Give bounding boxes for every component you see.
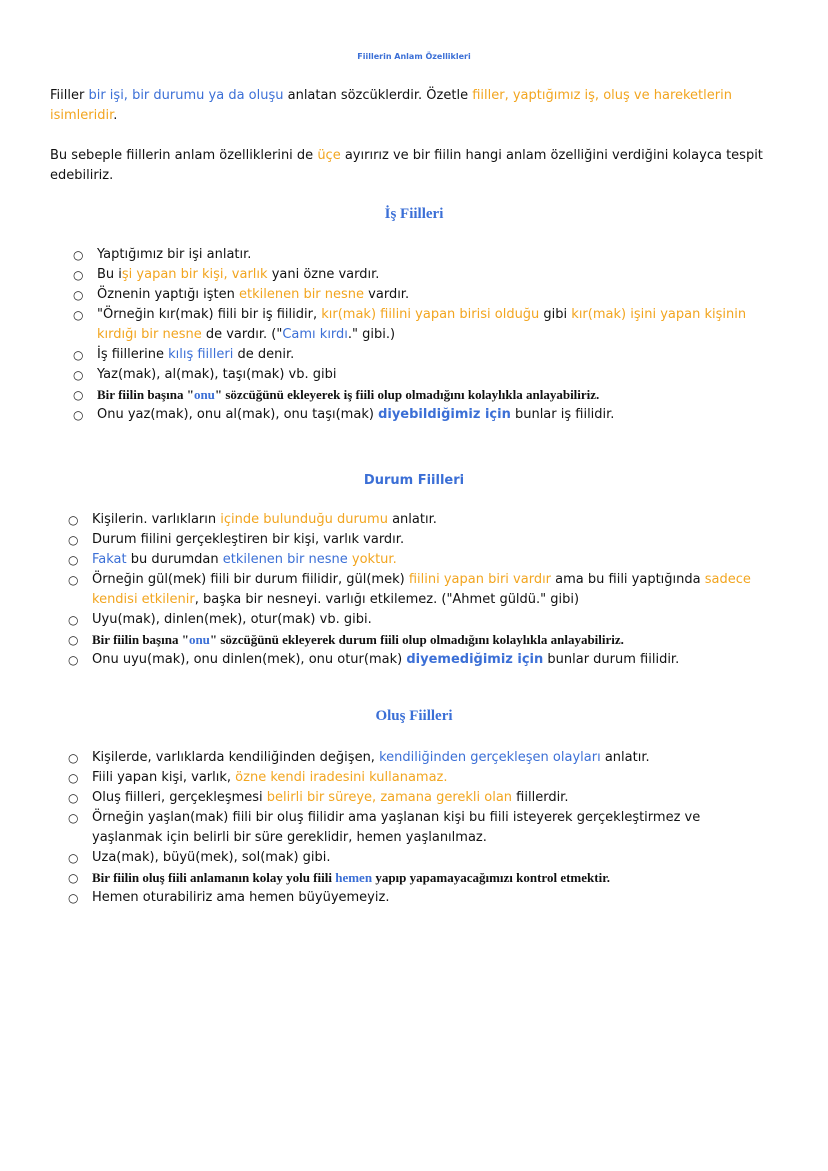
text-run: kendiliğinden gerçekleşen olayları — [379, 750, 601, 765]
bullet-icon: ○ — [73, 288, 84, 302]
bullet-icon: ○ — [68, 653, 79, 667]
list-item — [68, 808, 742, 848]
text-run: ama bu fiili yaptığında — [551, 572, 705, 587]
text-run: Örneğin yaşlan(mak) fiili bir oluş fiilidir ama yaşlanan kişi bu fiili isteyerek gerçekleştirmez ve yaşlanmak için belirli bir süre gereklidir, hemen yaşlanılmaz. — [92, 810, 701, 845]
list-item — [73, 305, 783, 345]
text-run: Fakat — [92, 552, 127, 567]
text-run: kır(mak) fiilini yapan birisi olduğu — [321, 307, 540, 322]
list-item — [68, 768, 742, 788]
list-item — [68, 650, 752, 670]
text-run: Örneğin gül(mek) fiili bir durum fiilidir, gül(mek) — [92, 572, 409, 587]
text-run: yani özne vardır. — [267, 267, 380, 282]
text-run: bu durumdan — [126, 552, 223, 567]
text-run: gibi — [539, 307, 572, 322]
text-run: İş fiillerine — [97, 347, 169, 362]
section-heading-is-fiilleri: İş Fiilleri — [384, 206, 444, 222]
text-run: Uza(mak), büyü(mek), sol(mak) gibi. — [92, 850, 331, 865]
list-item — [68, 848, 742, 868]
list-item — [68, 630, 752, 650]
text-run: bir işi, bir durumu ya da oluşu — [88, 88, 284, 103]
document-title: Fiillerin Anlam Özellikleri — [357, 52, 471, 61]
list-item — [68, 570, 752, 610]
text-run: . — [113, 108, 118, 123]
text-run: Onu yaz(mak), onu al(mak), onu taşı(mak) — [97, 407, 379, 422]
text-run: şi yapan bir kişi, varlık — [121, 267, 268, 282]
list-item — [68, 510, 752, 530]
text-run: Oluş fiilleri, gerçekleşmesi — [92, 790, 267, 805]
bullet-icon: ○ — [73, 388, 84, 402]
text-run: yapıp yapamayacağımızı kontrol etmektir. — [372, 870, 611, 885]
list-item — [68, 888, 742, 908]
text-run: onu — [193, 387, 215, 402]
text-run: diyemediğimiz için — [406, 652, 544, 667]
text-run: " sözcüğünü ekleyerek durum fiili olup olmadığını kolaylıkla anlayabiliriz. — [209, 632, 624, 647]
intro-paragraph-2 — [50, 146, 780, 186]
list-item — [73, 405, 783, 425]
text-run: fiilini yapan biri vardır — [408, 572, 552, 587]
list-item — [73, 245, 783, 265]
text-run: Uyu(mak), dinlen(mek), otur(mak) vb. gibi. — [92, 612, 372, 627]
text-run: üçe — [317, 148, 341, 163]
text-run: belirli bir süreye, zamana gerekli olan — [266, 790, 513, 805]
bullet-icon: ○ — [68, 633, 79, 647]
text-run: Bir fiilin başına " — [97, 387, 194, 402]
list-item — [73, 385, 783, 405]
bullet-icon: ○ — [73, 368, 84, 382]
text-run: ." gibi.) — [347, 327, 396, 342]
list-item — [73, 345, 783, 365]
bullet-icon: ○ — [73, 308, 84, 322]
text-run: de denir. — [233, 347, 295, 362]
text-run: fiillerdir. — [512, 790, 569, 805]
text-run: sadece kendisi etkilenir — [92, 572, 751, 607]
text-run: diyebildiğimiz için — [378, 407, 511, 422]
text-run: Bu sebeple fiillerin anlam özelliklerini de — [50, 148, 318, 163]
bullet-icon: ○ — [73, 268, 84, 282]
text-run: etkilenen bir nesne — [222, 552, 348, 567]
bullet-icon: ○ — [68, 811, 79, 825]
bullet-icon: ○ — [68, 533, 79, 547]
text-run: Bir fiilin başına " — [92, 632, 189, 647]
text-run: bunlar durum fiilidir. — [543, 652, 680, 667]
text-run: anlatır. — [387, 512, 437, 527]
text-run: fiiller, yaptığımız iş, oluş ve hareketlerin isimleridir — [50, 88, 732, 123]
bullet-icon: ○ — [68, 871, 79, 885]
text-run: Durum fiilini gerçekleştiren bir kişi, varlık vardır. — [92, 532, 405, 547]
text-run: anlatan sözcüklerdir. Özetle — [283, 88, 473, 103]
text-run: Yaz(mak), al(mak), taşı(mak) vb. gibi — [97, 367, 337, 382]
text-run: Öznenin yaptığı işten — [97, 287, 239, 302]
list-item — [68, 868, 742, 888]
bullet-icon: ○ — [68, 513, 79, 527]
bullet-icon: ○ — [68, 553, 79, 567]
text-run: vardır. — [364, 287, 410, 302]
list-item — [68, 550, 752, 570]
text-run: bunlar iş fiilidir. — [510, 407, 615, 422]
olus-fiilleri-list — [68, 748, 742, 908]
text-run: yoktur. — [351, 552, 397, 567]
text-run: anlatır. — [600, 750, 650, 765]
text-run: Fiili yapan kişi, varlık, — [92, 770, 236, 785]
text-run: "Örneğin kır(mak) fiili bir iş fiilidir, — [97, 307, 322, 322]
bullet-icon: ○ — [73, 348, 84, 362]
text-run: Bu i — [97, 267, 122, 282]
text-run: ayırırız ve bir fiilin hangi anlam özelliğini verdiğini kolayca tespit edebiliriz. — [50, 148, 763, 183]
text-run: Hemen oturabiliriz ama hemen büyüyemeyiz. — [92, 890, 390, 905]
list-item — [73, 285, 783, 305]
text-run: , başka bir nesneyi. varlığı etkilemez. ("Ahmet güldü." gibi) — [194, 592, 580, 607]
section-heading-olus-fiilleri: Oluş Fiilleri — [375, 708, 453, 724]
bullet-icon: ○ — [68, 891, 79, 905]
bullet-icon: ○ — [68, 751, 79, 765]
is-fiilleri-list — [73, 245, 783, 425]
intro-paragraph-1 — [50, 86, 780, 126]
text-run: kılış fiilleri — [168, 347, 234, 362]
list-item — [68, 530, 752, 550]
bullet-icon: ○ — [68, 791, 79, 805]
bullet-icon: ○ — [68, 851, 79, 865]
durum-fiilleri-list — [68, 510, 752, 670]
list-item — [68, 788, 742, 808]
text-run: onu — [188, 632, 210, 647]
section-heading-durum-fiilleri: Durum Fiilleri — [363, 473, 465, 488]
bullet-icon: ○ — [68, 573, 79, 587]
text-run: özne kendi iradesini kullanamaz. — [235, 770, 448, 785]
list-item — [73, 265, 783, 285]
text-run: " sözcüğünü ekleyerek iş fiili olup olmadığını kolaylıkla anlayabiliriz. — [214, 387, 600, 402]
text-run: Camı kırdı — [282, 327, 348, 342]
text-run: de vardır. (" — [201, 327, 283, 342]
bullet-icon: ○ — [73, 408, 84, 422]
bullet-icon: ○ — [68, 771, 79, 785]
text-run: Yaptığımız bir işi anlatır. — [97, 247, 252, 262]
list-item — [73, 365, 783, 385]
text-run: içinde bulunduğu durumu — [220, 512, 388, 527]
text-run: hemen — [335, 870, 373, 885]
text-run: Kişilerde, varlıklarda kendiliğinden değişen, — [92, 750, 380, 765]
text-run: Kişilerin. varlıkların — [92, 512, 221, 527]
text-run: Bir fiilin oluş fiili anlamanın kolay yolu fiili — [92, 870, 336, 885]
text-run: Fiiller — [50, 88, 89, 103]
bullet-icon: ○ — [73, 248, 84, 262]
list-item — [68, 610, 752, 630]
text-run: kır(mak) işini yapan kişinin kırdığı bir nesne — [97, 307, 747, 342]
list-item — [68, 748, 742, 768]
text-run: etkilenen bir nesne — [238, 287, 365, 302]
text-run: Onu uyu(mak), onu dinlen(mek), onu otur(mak) — [92, 652, 407, 667]
bullet-icon: ○ — [68, 613, 79, 627]
